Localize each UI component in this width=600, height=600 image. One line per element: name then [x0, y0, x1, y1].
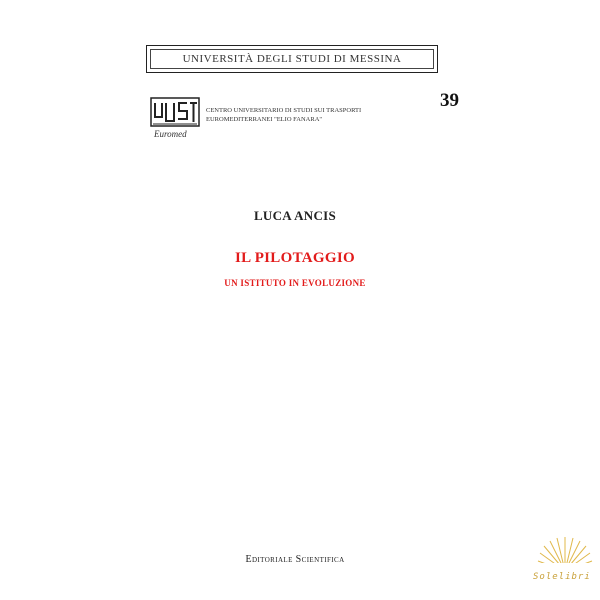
logo-text: Euromed [154, 129, 187, 139]
author-name: LUCA ANCIS [253, 208, 337, 223]
book-title: IL PILOTAGGIO [235, 250, 355, 266]
university-name: UNIVERSITÀ DEGLI STUDI DI MESSINA [150, 49, 434, 69]
centre-line-1: CENTRO UNIVERSITARIO DI STUDI SUI TRASPORTI [206, 107, 362, 114]
publisher-name: Editoriale Scientifica [245, 554, 345, 565]
centre-line-2: EUROMEDITERRANEI "ELIO FANARA" [206, 116, 323, 123]
series-number: 39 [440, 90, 459, 111]
cust-logo-icon [150, 97, 200, 141]
research-centre-name [206, 106, 406, 124]
university-frame [146, 45, 438, 73]
book-subtitle: UN ISTITUTO IN EVOLUZIONE [224, 278, 366, 288]
watermark-text: Solelibri [533, 572, 591, 582]
book-cover [140, 30, 459, 570]
